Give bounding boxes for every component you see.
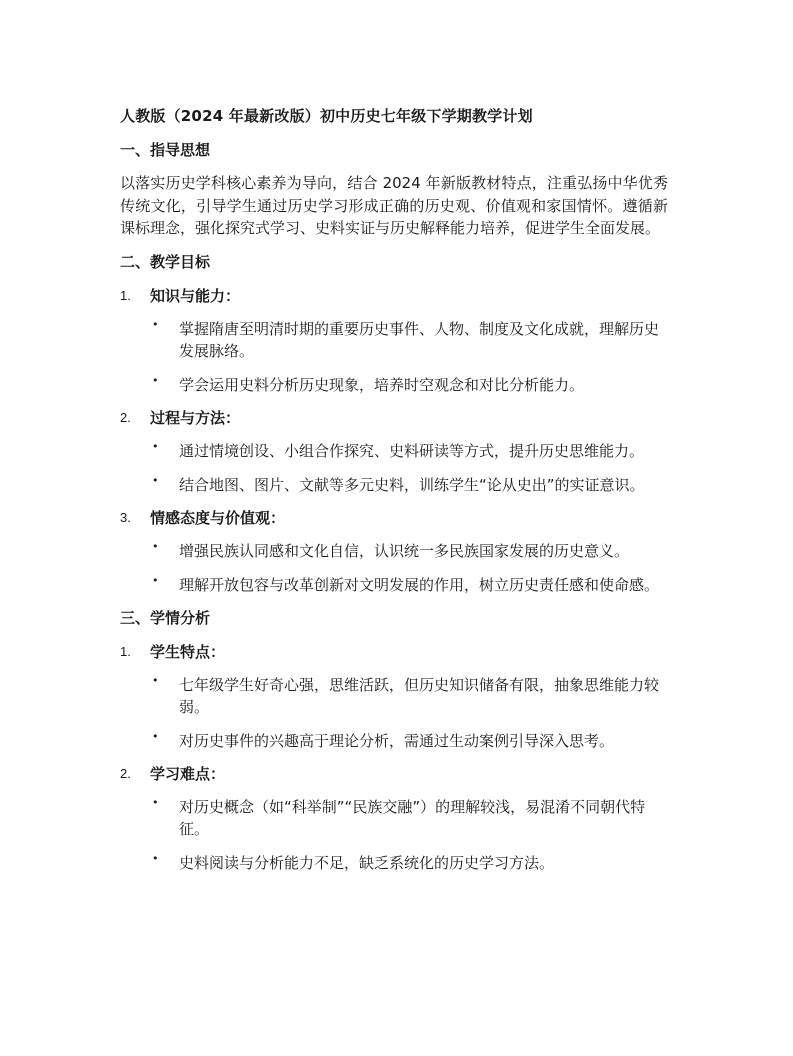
bullet-list (120, 674, 668, 752)
bullet-icon: • (152, 373, 159, 387)
bullet-icon: • (152, 473, 159, 487)
bullet-text: 七年级学生好奇心强，思维活跃，但历史知识储备有限，抽象思维能力较弱。 (179, 675, 660, 716)
item-number: 1. (120, 643, 131, 659)
bullet-item (120, 852, 669, 874)
numbered-item (120, 406, 668, 496)
bullet-item (120, 674, 669, 718)
document-title: 人教版（2024 年最新改版）初中历史七年级下学期教学计划 (120, 107, 533, 125)
section-heading-guiding-ideology: 一、指导思想 (120, 141, 211, 159)
bullet-item (120, 318, 669, 362)
item-title: 知识与能力： (150, 286, 241, 305)
item-number: 1. (120, 287, 131, 303)
bullet-icon: • (152, 317, 159, 331)
item-number: 2. (120, 765, 131, 781)
item-number: 2. (120, 409, 131, 425)
bullet-list (120, 540, 668, 596)
bullet-item (120, 540, 669, 562)
bullet-text: 学会运用史料分析历史现象，培养时空观念和对比分析能力。 (179, 375, 585, 394)
numbered-item (120, 762, 668, 874)
bullet-icon: • (152, 851, 159, 865)
document-page (120, 104, 668, 884)
bullet-item (120, 440, 669, 462)
bullet-item (120, 796, 669, 840)
bullet-list (120, 440, 668, 496)
bullet-text: 增强民族认同感和文化自信，认识统一多民族国家发展的历史意义。 (179, 541, 630, 560)
bullet-icon: • (152, 539, 159, 553)
bullet-item (120, 574, 669, 596)
bullet-text: 结合地图、图片、文献等多元史料，训练学生“论从史出”的实证意识。 (179, 475, 645, 494)
bullet-text: 对历史事件的兴趣高于理论分析，需通过生动案例引导深入思考。 (179, 731, 615, 750)
bullet-icon: • (152, 795, 159, 809)
section-heading-student-analysis: 三、学情分析 (120, 608, 211, 627)
bullet-text: 通过情境创设、小组合作探究、史料研读等方式，提升历史思维能力。 (179, 441, 645, 460)
item-number: 3. (120, 509, 131, 525)
item-title: 情感态度与价值观： (150, 508, 286, 527)
bullet-list (120, 318, 668, 396)
section-heading-teaching-goals: 二、教学目标 (120, 252, 211, 271)
bullet-icon: • (152, 439, 159, 453)
bullet-text: 理解开放包容与改革创新对文明发展的作用，树立历史责任感和使命感。 (179, 575, 660, 594)
numbered-item (120, 506, 668, 596)
numbered-item (120, 640, 668, 752)
bullet-list (120, 796, 668, 874)
bullet-icon: • (152, 673, 159, 687)
section-paragraph-guiding-ideology: 以落实历史学科核心素养为导向，结合 2024 年新版教材特点，注重弘扬中华优秀传统文化，引导学生通过历史学习形成正确的历史观、价值观和家国情怀。遵循新课标理念，强化探究式学习、史料实证与历史解释能力培养，促进学生全面发展。 (120, 174, 668, 237)
bullet-item (120, 374, 669, 396)
bullet-icon: • (152, 729, 159, 743)
bullet-item (120, 474, 669, 496)
bullet-text: 掌握隋唐至明清时期的重要历史事件、人物、制度及文化成就，理解历史发展脉络。 (179, 319, 660, 360)
item-title: 学生特点： (150, 642, 226, 661)
bullet-text: 对历史概念（如“科举制”“民族交融”）的理解较浅，易混淆不同朝代特征。 (179, 797, 646, 838)
bullet-icon: • (152, 573, 159, 587)
numbered-item (120, 284, 668, 396)
item-title: 过程与方法： (150, 408, 241, 427)
bullet-item (120, 730, 669, 752)
item-title: 学习难点： (150, 764, 226, 783)
bullet-text: 史料阅读与分析能力不足，缺乏系统化的历史学习方法。 (179, 853, 555, 872)
